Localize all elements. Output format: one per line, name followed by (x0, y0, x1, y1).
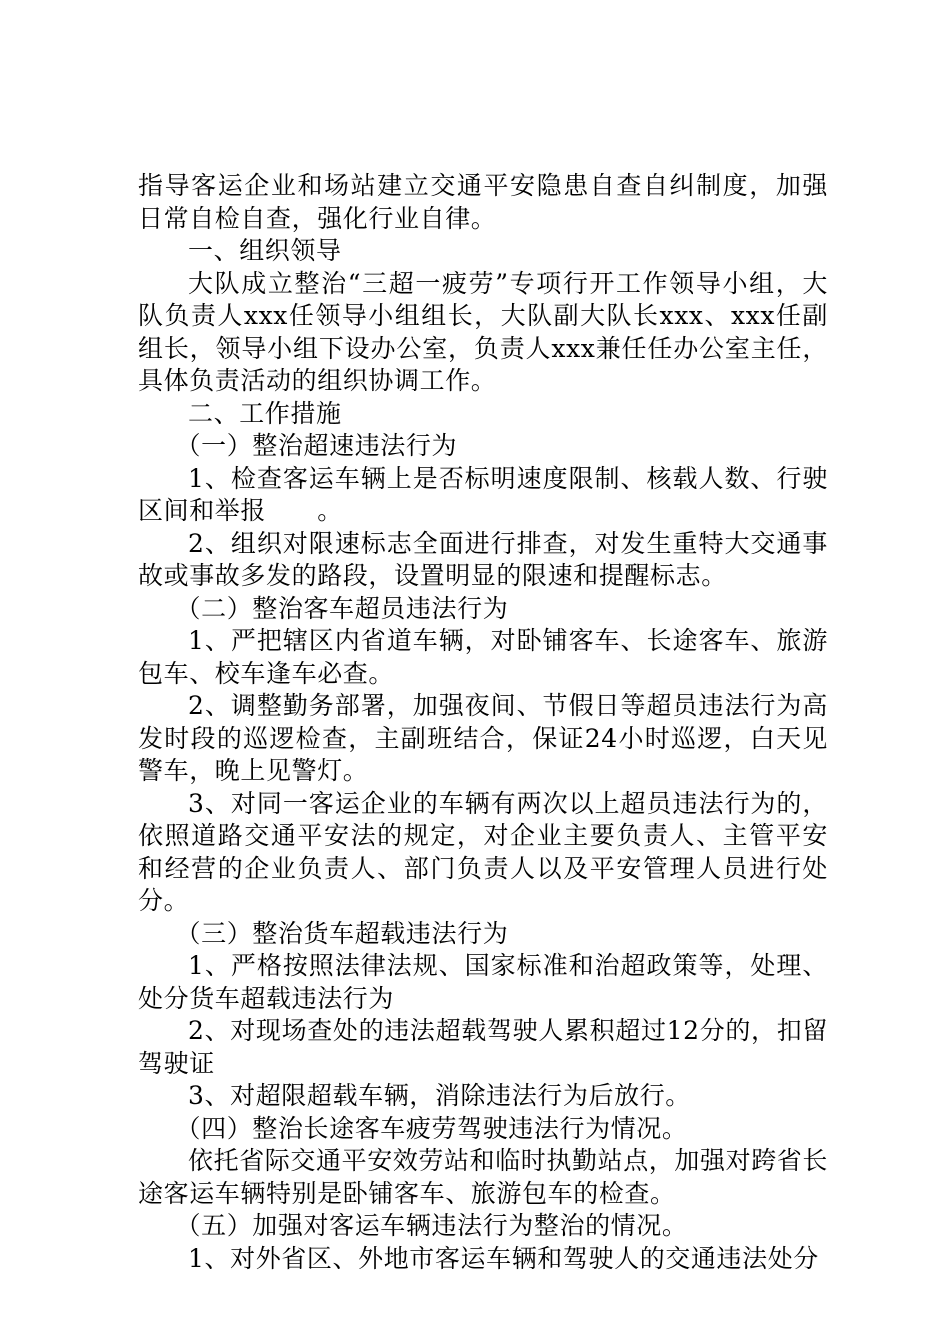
paragraph-fatigue-1: 依托省际交通平安效劳站和临时执勤站点，加强对跨省长途客运车辆特别是卧铺客车、旅游包车的检查。 (138, 1146, 829, 1208)
paragraph-intro: 指导客运企业和场站建立交通平安隐患自查自纠制度，加强日常自检自查，强化行业自律。 (138, 171, 828, 233)
paragraph-speeding-1: 1、检查客运车辆上是否标明速度限制、核载人数、行驶区间和举报 。 (138, 463, 828, 525)
paragraph-passenger-violations-1: 1、对外省区、外地市客运车辆和驾驶人的交通违法处分 (188, 1243, 819, 1273)
paragraph-overcrowding-1: 1、严把辖区内省道车辆，对卧铺客车、长途客车、旅游包车、校车逢车必查。 (138, 626, 828, 688)
subheading-passenger-violations: （五）加强对客运车辆违法行为整治的情况。 (175, 1211, 688, 1240)
paragraph-overcrowding-2: 2、调整勤务部署，加强夜间、节假日等超员违法行为高发时段的巡逻检查，主副班结合，保证24小时巡逻，白天见警车，晚上见警灯。 (138, 691, 828, 785)
document-body (138, 170, 828, 1275)
heading-organization-leadership: 一、组织领导 (188, 236, 342, 265)
heading-work-measures: 二、工作措施 (188, 398, 342, 428)
subheading-overcrowding: （二）整治客车超员违法行为 (175, 593, 509, 623)
subheading-fatigue: （四）整治长途客车疲劳驾驶违法行为情况。 (175, 1113, 688, 1143)
paragraph-overloading-1: 1、严格按照法律法规、国家标准和治超政策等，处理、处分货车超载违法行为 (138, 951, 828, 1013)
subheading-speeding: （一）整治超速违法行为 (175, 431, 458, 460)
paragraph-overloading-3: 3、对超限超载车辆，消除违法行为后放行。 (188, 1081, 691, 1110)
paragraph-overcrowding-3: 3、对同一客运企业的车辆有两次以上超员违法行为的，依照道路交通平安法的规定，对企业主要负责人、主管平安和经营的企业负责人、部门负责人以及平安管理人员进行处分。 (138, 788, 828, 915)
subheading-overloading: （三）整治货车超载违法行为 (175, 918, 509, 948)
paragraph-overloading-2: 2、对现场查处的违法超载驾驶人累积超过12分的，扣留驾驶证 (138, 1016, 828, 1078)
paragraph-speeding-2: 2、组织对限速标志全面进行排查，对发生重特大交通事故或事故多发的路段，设置明显的限速和提醒标志。 (138, 528, 828, 590)
paragraph-leadership-group: 大队成立整治“三超一疲劳”专项行开工作领导小组，大队负责人xxx任领导小组组长，大队副大队长xxx、xxx任副组长，领导小组下设办公室，负责人xxx兼任任办公室主任，具体负责活动的组织协调工作。 (138, 268, 828, 395)
